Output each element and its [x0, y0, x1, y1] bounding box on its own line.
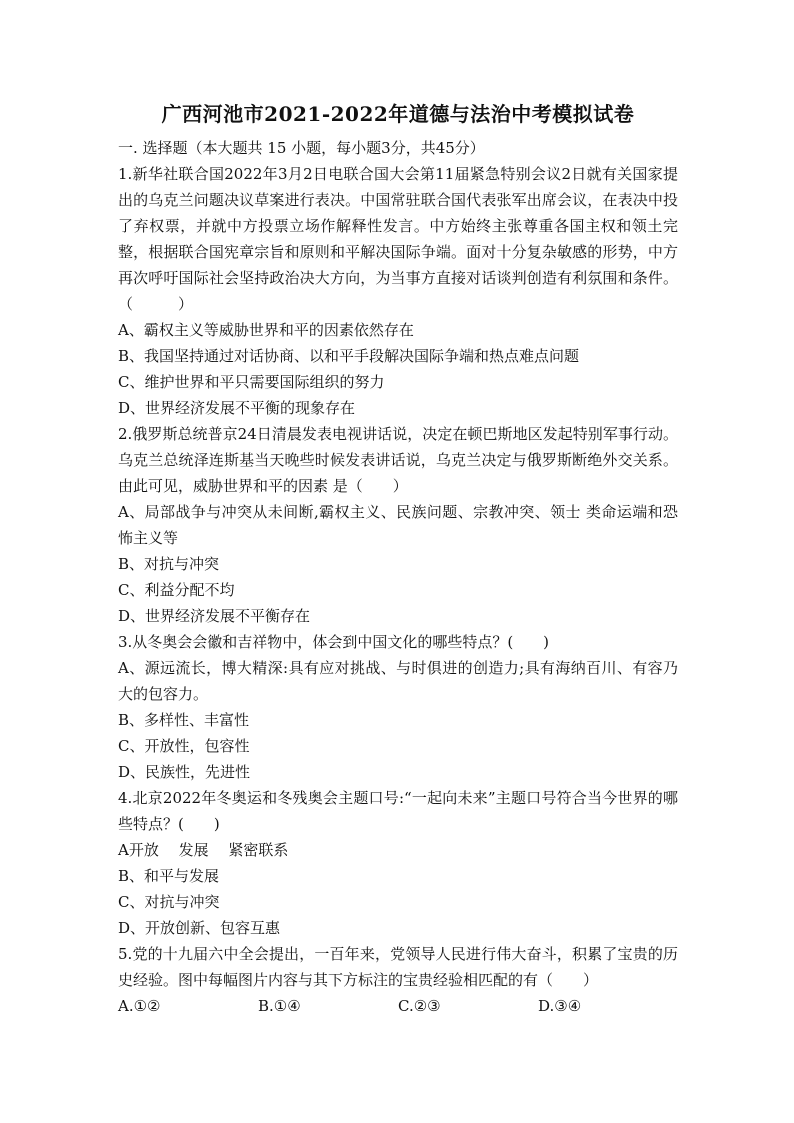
question-4-option-a: A开放 发展 紧密联系	[118, 841, 289, 859]
exam-title: 广西河池市2021-2022年道德与法治中考模拟试卷	[161, 102, 635, 126]
question-5-option-a: A.①②	[118, 997, 161, 1015]
question-1-stem: 1.新华社联合国2022年3月2日电联合国大会第11届紧急特别会议2日就有关国家提出的乌克兰问题决议草案进行表决。中国常驻联合国代表张军出席会议，在表决中投了弃权票，并就中方投票立场作解释性发言。中方始终主张尊重各国主权和领土完整，根据联合国宪章宗旨和原则和平解决国际争端。面对十分复杂敏感的形势，中方再次呼吁国际社会坚持政治决大方向，为当事方直接对话谈判创造有利氛围和条件。（ ）	[118, 165, 678, 313]
question-3-option-a: A、源远流长，博大精深:具有应对挑战、与时俱进的创造力;具有海纳百川、有容乃大的包容力。	[118, 659, 678, 703]
question-1-option-d: D、世界经济发展不平衡的现象存在	[118, 399, 356, 417]
question-3-option-c: C、开放性，包容性	[118, 737, 250, 755]
question-2-option-d: D、世界经济发展不平衡存在	[118, 607, 311, 625]
question-5-option-d: D.③④	[538, 997, 582, 1015]
question-2-option-b: B、对抗与冲突	[118, 555, 220, 573]
question-1-option-a: A、霸权主义等威胁世界和平的因素依然存在	[118, 321, 414, 339]
question-3-option-d: D、民族性，先进性	[118, 763, 251, 781]
question-2-option-a: A、局部战争与冲突从未间断,霸权主义、民族问题、宗教冲突、领士 类命运端和恐怖主义等	[118, 503, 678, 547]
question-3-stem: 3.从冬奥会会徽和吉祥物中，体会到中国文化的哪些特点？( )	[118, 633, 550, 651]
question-1-option-b: B、我国坚持通过对话协商、以和平手段解决国际争端和热点难点问题	[118, 347, 580, 365]
question-4-option-b: B、和平与发展	[118, 867, 220, 885]
question-1-option-c: C、维护世界和平只需要国际组织的努力	[118, 373, 385, 391]
question-4-stem: 4.北京2022年冬奥运和冬残奥会主题口号:“一起向未来”主题口号符合当今世界的哪些特点？( )	[118, 789, 678, 833]
question-2-stem: 2.俄罗斯总统普京24日清晨发表电视讲话说，决定在顿巴斯地区发起特别军事行动。乌克兰总统泽连斯基当天晚些时候发表讲话说，乌克兰决定与俄罗斯断绝外交关系。由此可见，威胁世界和平的因素 是（ ）	[118, 425, 678, 495]
question-2-option-c: C、利益分配不均	[118, 581, 235, 599]
question-5-option-b: B.①④	[258, 997, 301, 1015]
question-5-option-c: C.②③	[398, 997, 441, 1015]
exam-page	[118, 98, 678, 1019]
section-heading: 一. 选择题（本大题共 15 小题，每小题3分，共45分）	[118, 139, 485, 157]
question-5-options	[118, 993, 678, 1019]
question-3-option-b: B、多样性、丰富性	[118, 711, 250, 729]
question-4-option-c: C、对抗与冲突	[118, 893, 220, 911]
question-4-option-d: D、开放创新、包容互惠	[118, 919, 281, 937]
question-5-stem: 5.党的十九届六中全会提出，一百年来，党领导人民进行伟大奋斗，积累了宝贵的历史经验。图中每幅图片内容与其下方标注的宝贵经验相匹配的有（ ）	[118, 945, 678, 989]
